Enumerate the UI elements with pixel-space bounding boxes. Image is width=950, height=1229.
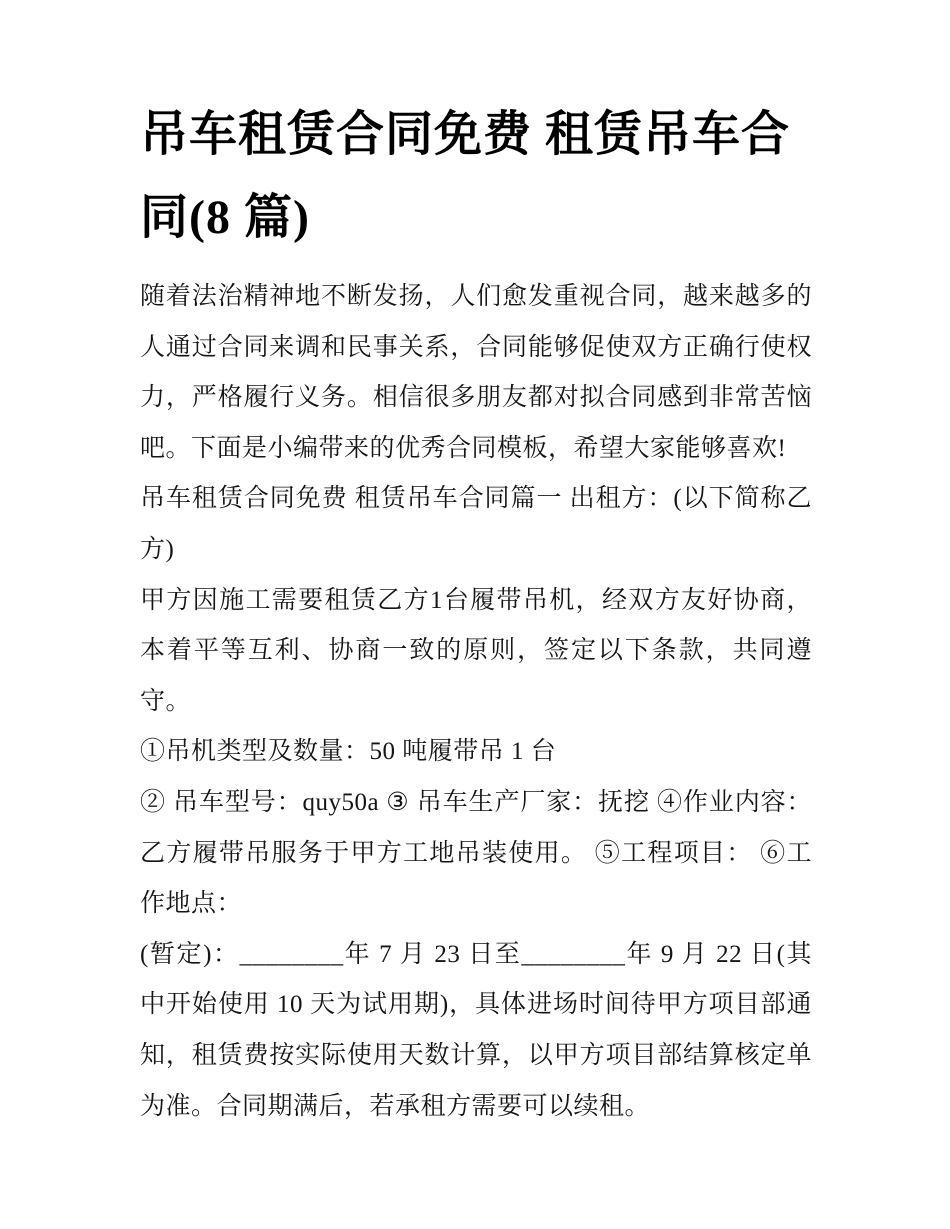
paragraph-rental-period: (暂定)：________年 7 月 23 日至________年 9 月 22 日(其中开始使用 10 天为试用期)，具体进场时间待甲方项目部通知，租赁费按实际使用天数计算，以甲方项目部结算核定单为准。合同期满后，若承租方需要可以续租。 <box>140 940 812 1120</box>
document-body <box>140 272 812 1132</box>
paragraph-intro: 随着法治精神地不断发扬，人们愈发重视合同，越来越多的人通过合同来调和民事关系，合同能够促使双方正确行使权力，严格履行义务。相信很多朋友都对拟合同感到非常苦恼吧。下面是小编带来的优秀合同模板，希望大家能够喜欢! <box>140 283 812 462</box>
paragraph-crane-type-quantity: ①吊机类型及数量：50 吨履带吊 1 台 <box>140 738 557 766</box>
document-title: 吊车租赁合同免费 租赁吊车合同(8 篇) <box>140 108 791 244</box>
paragraph-section-heading: 吊车租赁合同免费 租赁吊车合同篇一 出租方：(以下简称乙方) <box>140 485 812 563</box>
paragraph-crane-details: ② 吊车型号：quy50a ③ 吊车生产厂家：抚挖 ④作业内容：乙方履带吊服务于甲方工地吊装使用。 ⑤工程项目： ⑥工作地点： <box>140 788 812 918</box>
paragraph-agreement-preamble: 甲方因施工需要租赁乙方1台履带吊机，经双方友好协商，本着平等互利、协商一致的原则，签定以下条款，共同遵守。 <box>140 586 812 715</box>
